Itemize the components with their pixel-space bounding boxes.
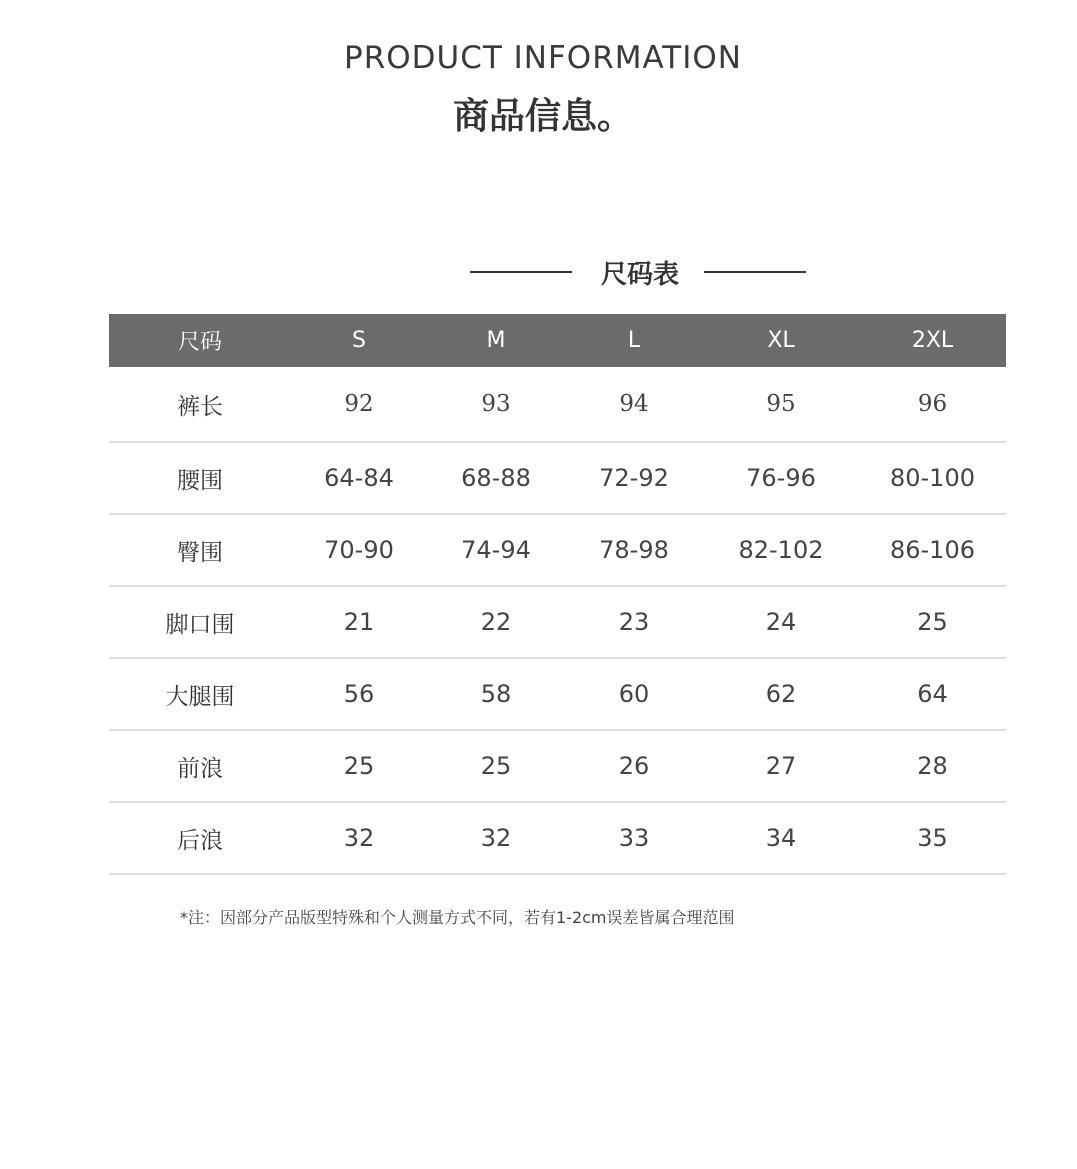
table-cell: 64-84 xyxy=(291,442,427,514)
table-row xyxy=(109,514,1006,586)
table-cell: 80-100 xyxy=(859,442,1006,514)
page-title-english: PRODUCT INFORMATION xyxy=(344,40,742,76)
page-title-chinese: 商品信息。 xyxy=(452,96,633,137)
table-cell: 34 xyxy=(703,802,859,874)
column-header-s: S xyxy=(352,328,366,353)
table-cell: 92 xyxy=(291,367,427,442)
table-cell: 32 xyxy=(291,802,427,874)
column-header-size: 尺码 xyxy=(177,330,222,355)
row-label: 大腿围 xyxy=(109,658,291,730)
table-row xyxy=(109,730,1006,802)
table-cell: 64 xyxy=(859,658,1006,730)
table-cell: 27 xyxy=(703,730,859,802)
measurement-note: *注：因部分产品版型特殊和个人测量方式不同，若有1-2cm误差皆属合理范围 xyxy=(180,908,735,927)
table-cell: 60 xyxy=(565,658,703,730)
row-label: 后浪 xyxy=(109,802,291,874)
table-cell: 32 xyxy=(427,802,565,874)
table-cell: 78-98 xyxy=(565,514,703,586)
table-row xyxy=(109,586,1006,658)
table-cell: 68-88 xyxy=(427,442,565,514)
table-cell: 96 xyxy=(859,367,1006,442)
section-title: 尺码表 xyxy=(600,260,679,290)
table-cell: 24 xyxy=(703,586,859,658)
row-label: 腰围 xyxy=(109,442,291,514)
row-label: 脚口围 xyxy=(109,586,291,658)
table-cell: 25 xyxy=(291,730,427,802)
column-header-l: L xyxy=(627,328,641,353)
table-cell: 94 xyxy=(565,367,703,442)
table-cell: 33 xyxy=(565,802,703,874)
table-cell: 82-102 xyxy=(703,514,859,586)
table-row xyxy=(109,367,1006,442)
table-cell: 22 xyxy=(427,586,565,658)
row-label: 前浪 xyxy=(109,730,291,802)
table-cell: 70-90 xyxy=(291,514,427,586)
table-cell: 21 xyxy=(291,586,427,658)
size-chart-table xyxy=(109,314,1006,875)
table-cell: 35 xyxy=(859,802,1006,874)
heading-rule-right xyxy=(704,271,806,273)
table-cell: 56 xyxy=(291,658,427,730)
table-cell: 28 xyxy=(859,730,1006,802)
table-cell: 95 xyxy=(703,367,859,442)
table-cell: 25 xyxy=(427,730,565,802)
table-row xyxy=(109,802,1006,874)
table-header-row xyxy=(109,314,1006,367)
row-label: 臀围 xyxy=(109,514,291,586)
column-header-m: M xyxy=(486,328,506,353)
column-header-2xl: 2XL xyxy=(911,328,954,353)
table-cell: 25 xyxy=(859,586,1006,658)
table-cell: 72-92 xyxy=(565,442,703,514)
table-row xyxy=(109,442,1006,514)
table-cell: 76-96 xyxy=(703,442,859,514)
row-label: 裤长 xyxy=(109,367,291,442)
table-row xyxy=(109,658,1006,730)
table-cell: 86-106 xyxy=(859,514,1006,586)
table-cell: 74-94 xyxy=(427,514,565,586)
table-cell: 26 xyxy=(565,730,703,802)
table-cell: 58 xyxy=(427,658,565,730)
table-cell: 62 xyxy=(703,658,859,730)
table-cell: 23 xyxy=(565,586,703,658)
table-cell: 93 xyxy=(427,367,565,442)
column-header-xl: XL xyxy=(767,328,795,353)
section-heading xyxy=(470,252,806,292)
